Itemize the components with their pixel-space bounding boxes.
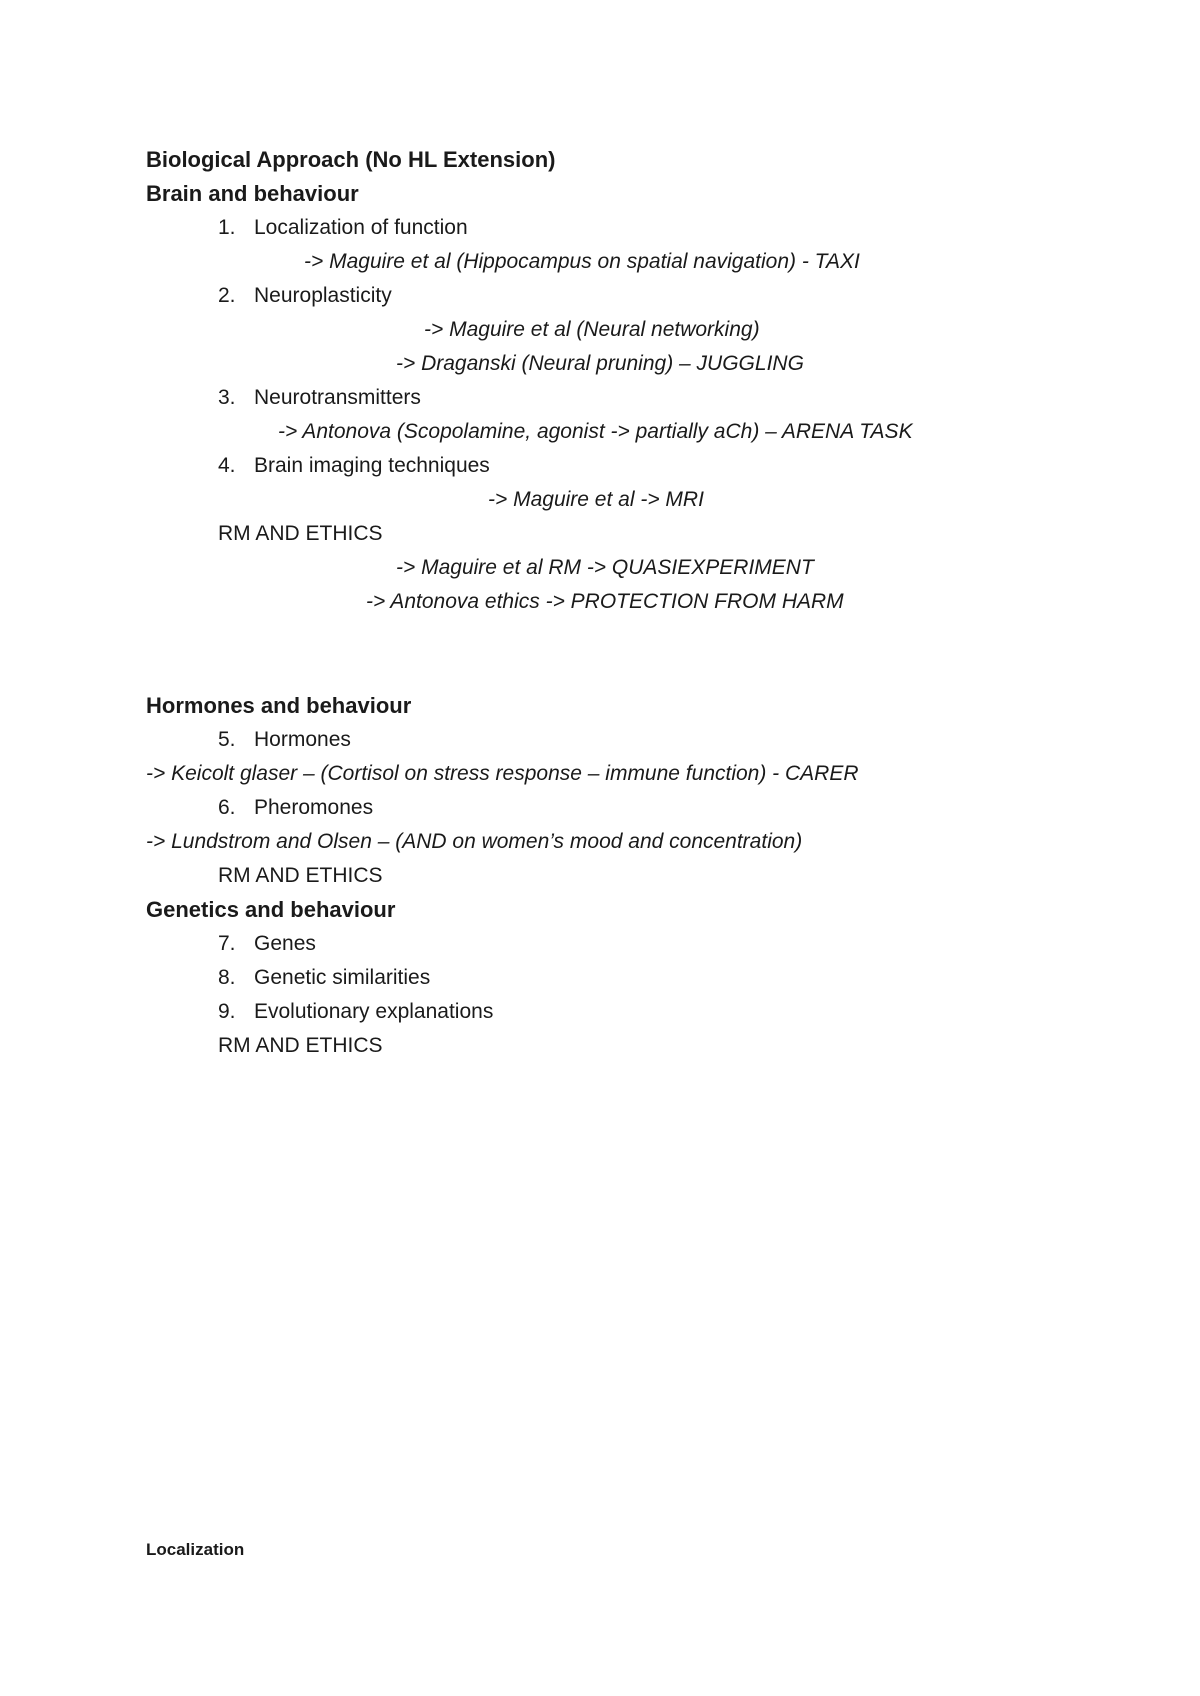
document-title: Biological Approach (No HL Extension): [146, 147, 556, 172]
list-number: 4.: [218, 454, 236, 477]
list-item: [218, 794, 373, 822]
list-item: [218, 726, 351, 754]
list-item: [218, 998, 493, 1026]
list-number: 7.: [218, 932, 236, 955]
list-item: [218, 384, 421, 412]
note-line: -> Maguire et al RM -> QUASIEXPERIMENT: [396, 556, 814, 579]
list-number: 9.: [218, 1000, 236, 1023]
list-label: Localization of function: [254, 216, 468, 239]
note-line: -> Antonova (Scopolamine, agonist -> partially aCh) – ARENA TASK: [278, 420, 913, 443]
list-item: [218, 930, 316, 958]
list-number: 6.: [218, 796, 236, 819]
rm-ethics-label: RM AND ETHICS: [218, 864, 383, 887]
footer-heading: Localization: [146, 1540, 245, 1559]
list-label: Genetic similarities: [254, 966, 431, 989]
rm-ethics-label: RM AND ETHICS: [218, 522, 383, 545]
note-line: -> Draganski (Neural pruning) – JUGGLING: [396, 352, 804, 375]
list-number: 8.: [218, 966, 236, 989]
section-heading-genetics: Genetics and behaviour: [146, 897, 396, 922]
section-heading-hormones: Hormones and behaviour: [146, 693, 412, 718]
note-line: -> Maguire et al -> MRI: [488, 488, 704, 511]
note-line: -> Antonova ethics -> PROTECTION FROM HARM: [366, 590, 844, 613]
list-item: [218, 452, 490, 480]
list-label: Evolutionary explanations: [254, 1000, 494, 1023]
list-item: [218, 214, 468, 242]
list-number: 1.: [218, 216, 236, 239]
list-label: Neurotransmitters: [254, 386, 421, 409]
list-number: 3.: [218, 386, 236, 409]
list-label: Brain imaging techniques: [254, 454, 490, 477]
list-label: Genes: [254, 932, 316, 955]
section-heading-brain: Brain and behaviour: [146, 181, 359, 206]
rm-ethics-label: RM AND ETHICS: [218, 1034, 383, 1057]
list-label: Hormones: [254, 728, 351, 751]
note-line: -> Maguire et al (Neural networking): [424, 318, 760, 341]
list-label: Pheromones: [254, 796, 374, 819]
list-item: [218, 964, 430, 992]
list-item: [218, 282, 392, 310]
note-line: -> Maguire et al (Hippocampus on spatial navigation) - TAXI: [304, 250, 860, 273]
note-line: -> Keicolt glaser – (Cortisol on stress response – immune function) - CARER: [146, 762, 859, 785]
list-number: 2.: [218, 284, 236, 307]
list-label: Neuroplasticity: [254, 284, 392, 307]
list-number: 5.: [218, 728, 236, 751]
note-line: -> Lundstrom and Olsen – (AND on women’s mood and concentration): [146, 830, 803, 853]
